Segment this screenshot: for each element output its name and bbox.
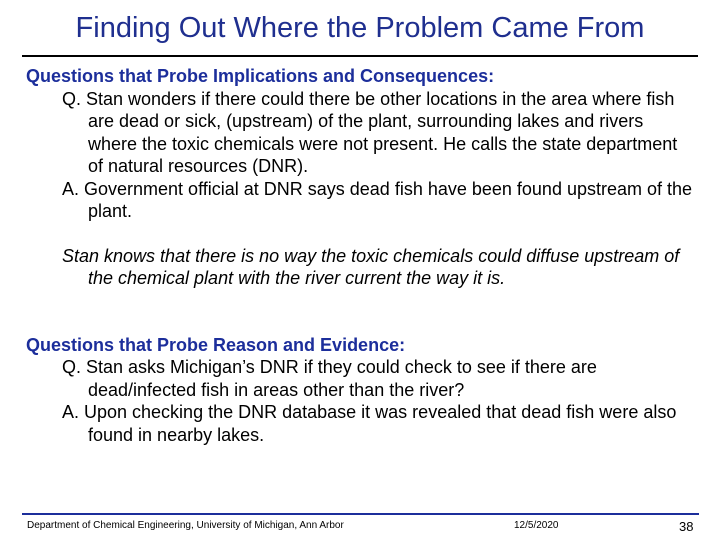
section-heading-implications: Questions that Probe Implications and Consequences: [26,66,495,86]
footer-date: 12/5/2020 [514,520,559,531]
footer-divider [22,513,699,515]
answer-paragraph-1: A. Government official at DNR says dead fish have been found upstream of the plant. [62,178,693,221]
section-spacer [26,290,696,334]
question-paragraph-1: Q. Stan wonders if there could there be other locations in the area where fish are dead or sick, (upstream) of the plant, surrounding lakes and rivers where the toxic chemicals were not present. He calls the state department of natural resources (DNR). [62,88,678,176]
slide-title: Finding Out Where the Problem Came From [75,12,645,44]
section-heading-evidence: Questions that Probe Reason and Evidence: [26,334,406,355]
footer-institution: Department of Chemical Engineering, University of Michigan, Ann Arbor [27,520,344,531]
question-paragraph-2: Q. Stan asks Michigan’s DNR if they could check to see if there are dead/infected fish in areas other than the river? [62,357,597,400]
note-paragraph: Stan knows that there is no way the toxic chemicals could diffuse upstream of the chemical plant with the river current the way it is. [62,245,680,288]
slide-body [26,65,696,446]
page-number: 38 [679,519,694,534]
answer-paragraph-2: A. Upon checking the DNR database it was revealed that dead fish were also found in nearby lakes. [62,402,677,445]
title-divider [22,55,698,57]
